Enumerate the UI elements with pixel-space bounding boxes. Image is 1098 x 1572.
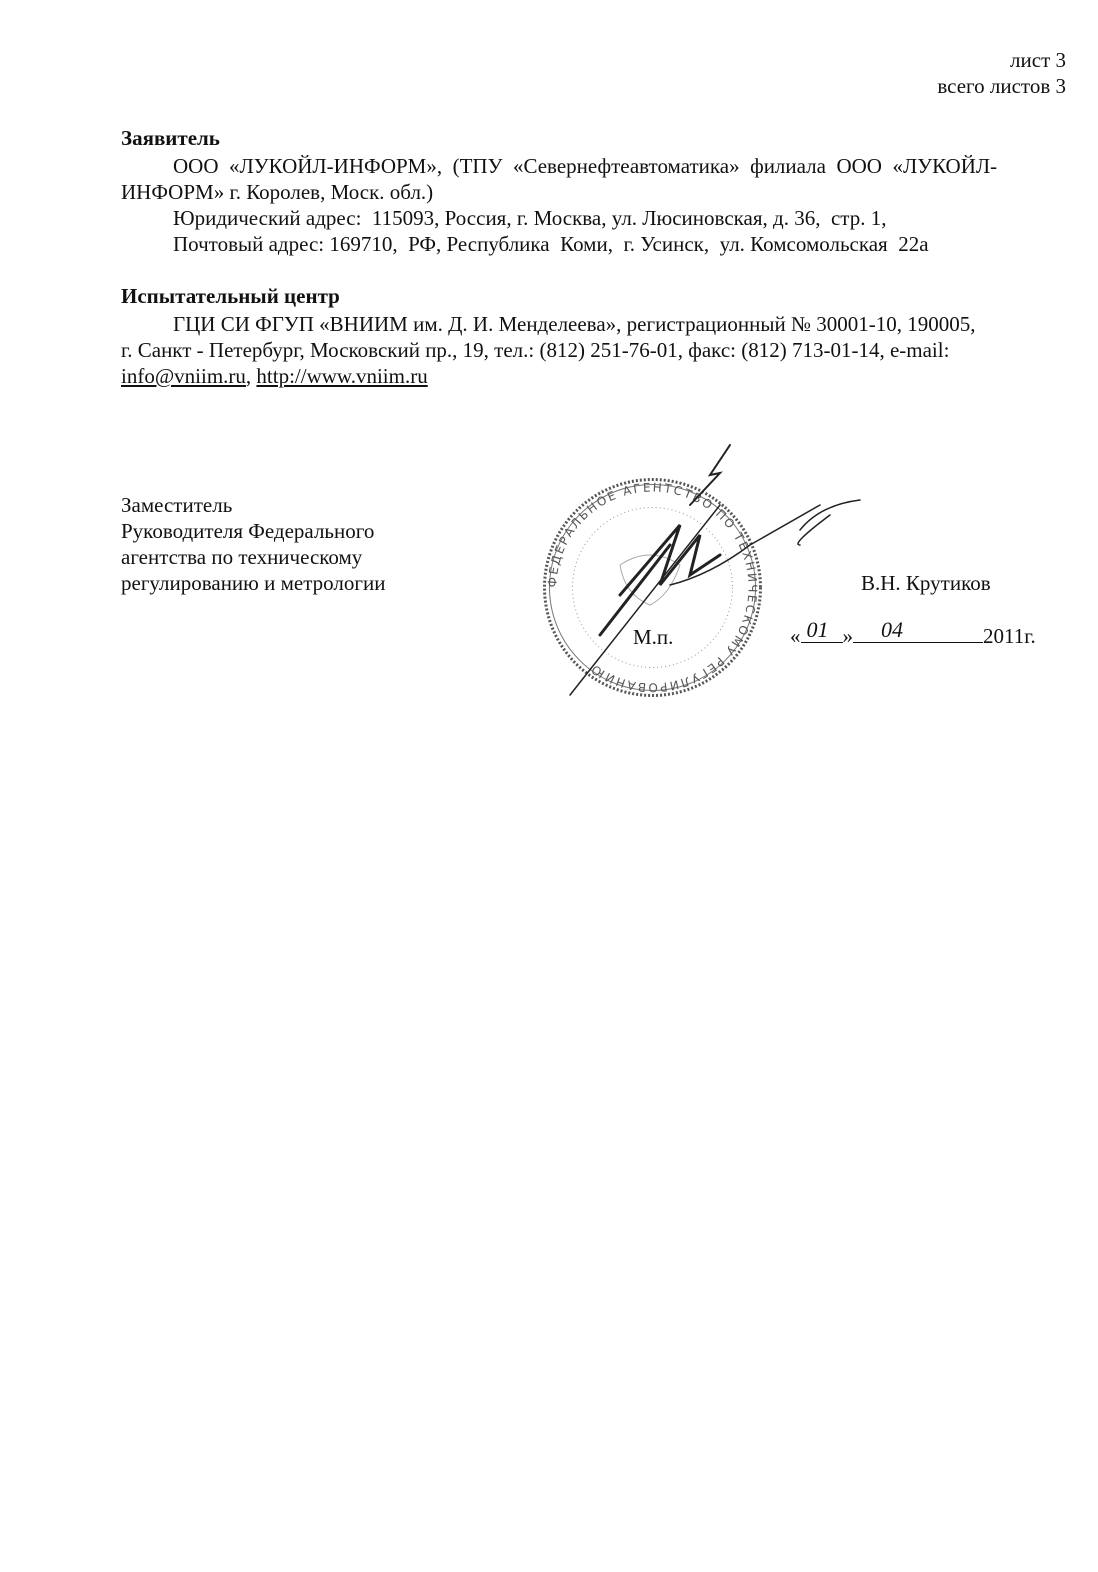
signatory-name: В.Н. Крутиков bbox=[861, 571, 991, 595]
test-center-links bbox=[121, 364, 428, 388]
signatory-title-line-3: агентства по техническому bbox=[121, 545, 363, 569]
svg-text:ФЕДЕРАЛЬНОЕ АГЕНТСТВО ПО ТЕХНИ: ФЕДЕРАЛЬНОЕ АГЕНТСТВО ПО ТЕХНИЧЕСКОМУ РЕГУЛИРОВАНИЮ bbox=[545, 480, 760, 695]
signatory-title-line-1: Заместитель bbox=[121, 493, 233, 517]
date-day-field bbox=[801, 617, 843, 643]
applicant-postal-address: Почтовый адрес: 169710, РФ, Республика Коми, г. Усинск, ул. Комсомольская 22а bbox=[173, 232, 929, 256]
applicant-heading: Заявитель bbox=[121, 126, 220, 150]
test-center-line-1: ГЦИ СИ ФГУП «ВНИИМ им. Д. И. Менделеева», регистрационный № 30001-10, 190005, bbox=[173, 312, 976, 336]
sheet-number: лист 3 bbox=[1010, 48, 1066, 72]
stamp-place-label: М.п. bbox=[633, 625, 674, 649]
date-open-quote: « bbox=[790, 624, 801, 648]
total-sheets: всего листов 3 bbox=[937, 74, 1066, 98]
test-center-line-2: г. Санкт - Петербург, Московский пр., 19, тел.: (812) 251-76-01, факс: (812) 713-01-14, e-mail: bbox=[121, 338, 950, 362]
date-day-handwritten: 01 bbox=[806, 617, 829, 642]
date-close-quote: » bbox=[842, 624, 853, 648]
links-separator: , bbox=[245, 364, 257, 388]
applicant-line-2: ИНФОРМ» г. Королев, Моск. обл.) bbox=[121, 180, 434, 204]
date-month-field bbox=[853, 617, 983, 643]
signatory-title-line-2: Руководителя Федерального bbox=[121, 519, 375, 543]
website-link[interactable]: http://www.vniim.ru bbox=[256, 364, 428, 388]
signatory-title-line-4: регулированию и метрологии bbox=[121, 571, 386, 595]
test-center-heading: Испытательный центр bbox=[121, 284, 340, 308]
applicant-legal-address: Юридический адрес: 115093, Россия, г. Москва, ул. Люсиновская, д. 36, стр. 1, bbox=[173, 206, 887, 230]
signature-date bbox=[790, 617, 1036, 648]
email-link[interactable]: info@vniim.ru bbox=[121, 364, 246, 388]
date-year: 2011г. bbox=[983, 624, 1036, 648]
date-month-handwritten: 04 bbox=[881, 617, 903, 642]
signature-icon bbox=[560, 435, 880, 705]
applicant-line-1: ООО «ЛУКОЙЛ-ИНФОРМ», (ТПУ «Севернефтеавтоматика» филиала ООО «ЛУКОЙЛ- bbox=[173, 154, 998, 178]
